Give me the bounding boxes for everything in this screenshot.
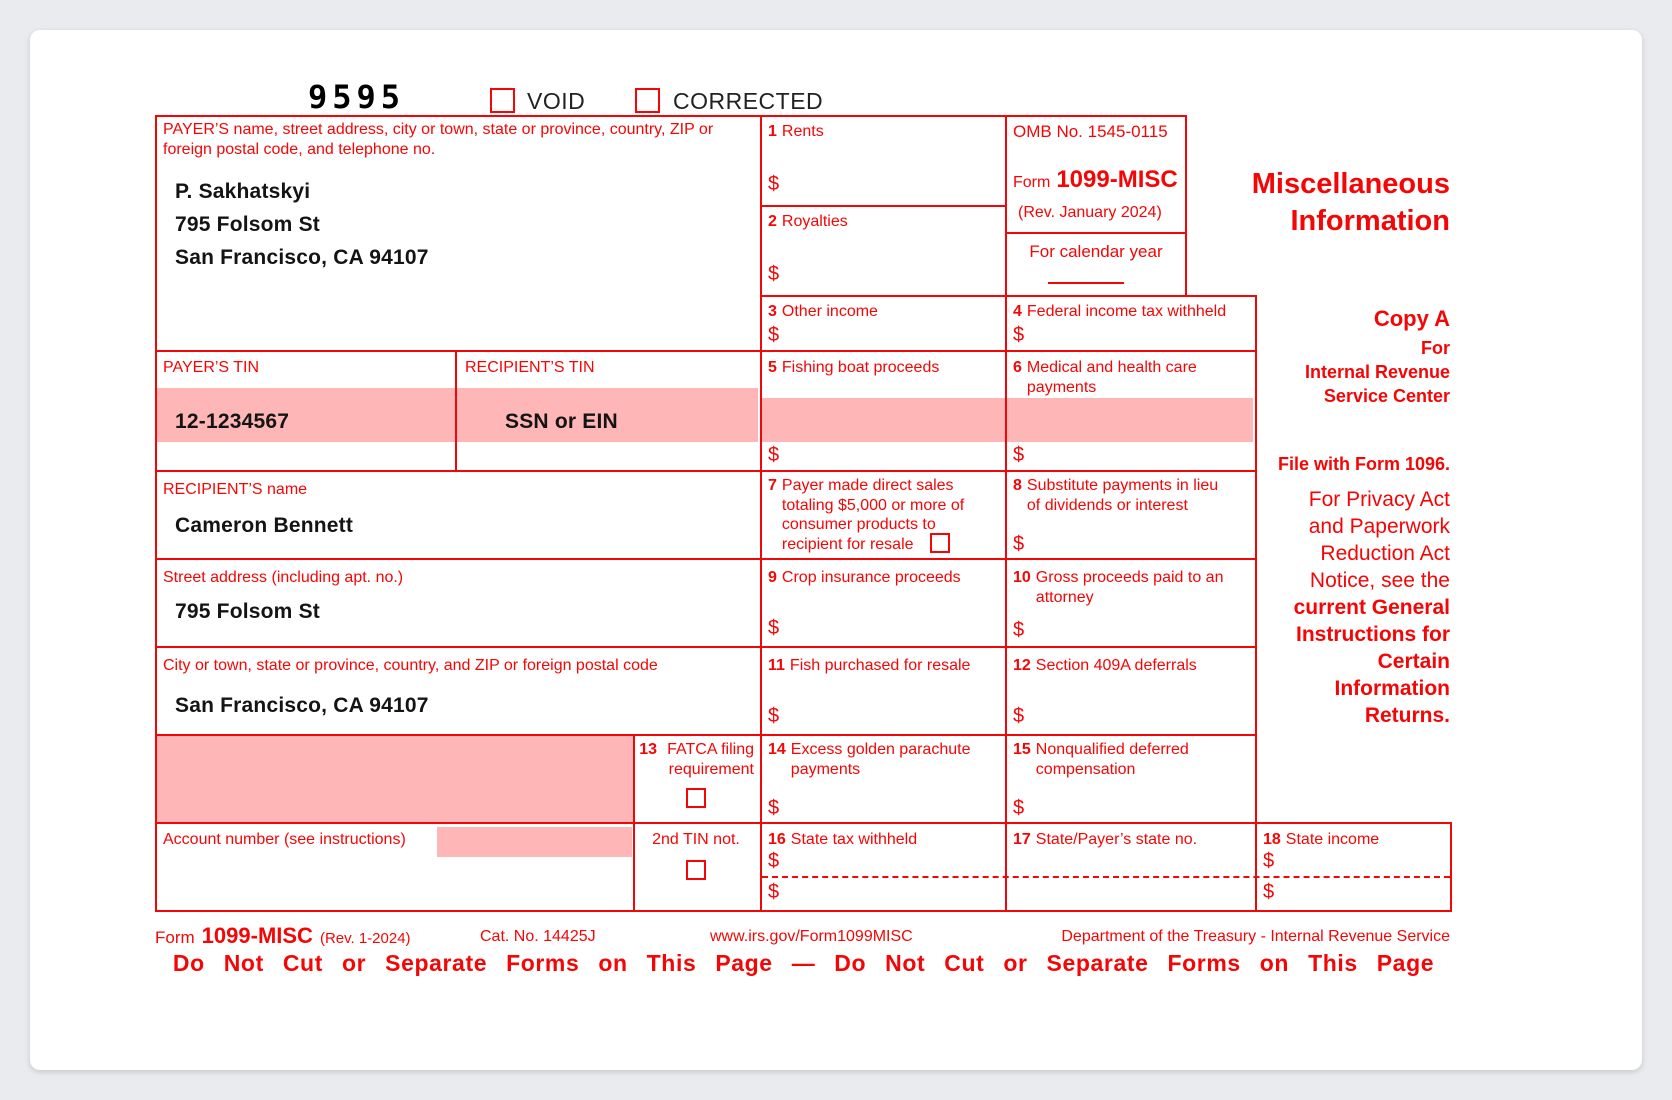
divider [1450,822,1452,910]
account-number-field[interactable] [437,827,632,857]
dollar-sign: $ [768,797,780,819]
box14-text: Excess golden parachute payments [790,741,971,778]
box17-label [1013,830,1197,850]
do-not-cut-warning: Do Not Cut or Separate Forms on This Page — Do Not Cut or Separate Forms on This Page [172,950,1435,976]
calendar-year-blank[interactable] [1048,282,1124,284]
dollar-sign: $ [768,324,780,346]
box9-text: Crop insurance proceeds [781,569,961,586]
box18-text: State income [1285,831,1380,848]
payer-street-value: 795 Folsom St [175,213,320,236]
privacy-line: and Paperwork [1308,515,1450,538]
form-identifier [1013,166,1178,194]
privacy-line: Returns. [1364,704,1450,727]
box16-number: 16 [768,831,786,848]
treasury-department: Department of the Treasury - Internal Revenue Service [1061,928,1450,945]
footer-form-word: Form [155,928,195,947]
copy-a-irs-1: Internal Revenue [1304,362,1450,382]
catalog-number: Cat. No. 14425J [480,928,596,945]
box2-number: 2 [768,213,777,230]
state-row-dashed-line [762,876,1450,878]
copy-a-heading: Copy A [1373,306,1450,331]
divider [155,646,1257,648]
box1-label [768,122,824,142]
second-tin-label: 2nd TIN not. [652,831,740,848]
box4-text: Federal income tax withheld [1026,303,1227,320]
form-page [30,30,1642,1070]
divider [155,558,1257,560]
box2-text: Royalties [781,213,848,230]
box6-label [1013,358,1212,397]
box4-number: 4 [1013,303,1022,320]
dollar-sign: $ [1013,444,1025,466]
box4-label [1013,302,1226,322]
box2-label [768,212,848,232]
box5-label [768,358,939,378]
box16-label [768,830,917,850]
box17-number: 17 [1013,831,1031,848]
recipient-name-value: Cameron Bennett [175,514,354,537]
privacy-line: current General [1293,596,1450,619]
privacy-line: Certain [1377,650,1450,673]
box6-number: 6 [1013,359,1022,376]
recipient-name-label: RECIPIENT’S name [163,481,308,498]
divider [155,350,1257,352]
footer-form-revision: (Rev. 1-2024) [319,930,411,947]
dollar-sign: $ [1263,881,1275,903]
divider [760,205,1007,207]
copy-a-for: For [1421,338,1450,358]
dollar-sign: $ [768,881,780,903]
box8-number: 8 [1013,477,1022,494]
box5-6-shaded-band [762,398,1253,442]
divider [155,734,1257,736]
box9-label [768,568,961,588]
box12-label [1013,656,1197,676]
box12-text: Section 409A deferrals [1035,657,1197,674]
divider [155,822,1452,824]
dollar-sign: $ [1013,619,1025,641]
box3-label [768,302,878,322]
payer-tin-label: PAYER’S TIN [163,359,260,376]
file-with-note: File with Form 1096. [1277,454,1450,474]
recipient-tin-label: RECIPIENT’S TIN [465,359,595,376]
divider [155,470,1257,472]
box13-number: 13 [639,741,657,758]
privacy-line: Information [1334,677,1450,700]
omb-number: OMB No. 1545-0115 [1013,122,1168,141]
privacy-line: Notice, see the [1309,569,1450,592]
divider [633,734,635,910]
divider [1185,115,1187,295]
box5-number: 5 [768,359,777,376]
dollar-sign: $ [768,850,780,872]
box16-text: State tax withheld [790,831,918,848]
box14-number: 14 [768,741,786,758]
box6-text: Medical and health care payments [1026,359,1197,396]
box17-text: State/Payer’s state no. [1035,831,1198,848]
row13-shaded-band [157,736,633,822]
copy-a-destination [1265,336,1450,408]
direct-sales-checkbox[interactable] [930,533,950,553]
box11-text: Fish purchased for resale [789,657,971,674]
form-word: Form [1013,174,1051,191]
privacy-line: For Privacy Act [1308,488,1450,511]
footer-form-identifier [155,923,411,949]
dollar-sign: $ [1013,797,1025,819]
form-number: 1099-MISC [1056,166,1178,193]
privacy-line: Instructions for [1295,623,1450,646]
recipient-street-label: Street address (including apt. no.) [163,569,404,586]
dollar-sign: $ [768,705,780,727]
second-tin-checkbox[interactable] [686,860,706,880]
divider [455,350,457,470]
box11-number: 11 [768,657,785,674]
box10-number: 10 [1013,569,1031,586]
box10-label [1013,568,1226,607]
corrected-label: CORRECTED [673,88,824,114]
box18-number: 18 [1263,831,1281,848]
void-label: VOID [527,88,586,114]
footer-form-number: 1099-MISC [201,923,313,948]
dollar-sign: $ [1013,705,1025,727]
payer-info-label: PAYER’S name, street address, city or town, state or province, country, ZIP or foreign postal code, and telephone no. [163,121,714,158]
box7-number: 7 [768,477,777,494]
dollar-sign: $ [1263,850,1275,872]
box12-number: 12 [1013,657,1031,674]
dollar-sign: $ [1013,324,1025,346]
form-code: 9595 [308,78,406,116]
payer-city-value: San Francisco, CA 94107 [175,246,429,269]
box7-text: Payer made direct sales totaling $5,000 or more of consumer products to recipient for resale [781,477,965,553]
box1-text: Rents [781,123,824,140]
form-title: Miscellaneous Information [1251,168,1450,237]
fatca-checkbox[interactable] [686,788,706,808]
box15-number: 15 [1013,741,1031,758]
box1-number: 1 [768,123,777,140]
box9-number: 9 [768,569,777,586]
privacy-notice [1255,486,1450,594]
dollar-sign: $ [768,263,780,285]
box18-label [1263,830,1379,850]
recipient-street-value: 795 Folsom St [175,600,320,623]
box8-label [1013,476,1227,515]
payer-tin-value: 12-1234567 [175,410,290,433]
calendar-year-label: For calendar year [1029,242,1163,261]
void-checkbox[interactable] [490,88,515,113]
dollar-sign: $ [1013,533,1025,555]
box15-text: Nonqualified deferred compensation [1035,741,1189,778]
dollar-sign: $ [768,444,780,466]
account-number-label: Account number (see instructions) [163,831,406,848]
box14-label [768,740,976,779]
divider [1005,115,1007,910]
box10-text: Gross proceeds paid to an attorney [1035,569,1224,606]
box13-text: FATCA filing requirement [667,741,754,778]
divider [155,910,1452,912]
form-revision: (Rev. January 2024) [1018,204,1162,221]
recipient-city-label: City or town, state or province, country, and ZIP or foreign postal code [163,657,658,674]
privacy-notice-bold [1255,594,1450,729]
box3-text: Other income [781,303,878,320]
box11-label [768,656,970,676]
box8-text: Substitute payments in lieu of dividends or interest [1026,477,1219,514]
divider [1005,232,1187,234]
corrected-checkbox[interactable] [635,88,660,113]
divider [155,115,157,912]
dollar-sign: $ [768,173,780,195]
box3-number: 3 [768,303,777,320]
privacy-line: Reduction Act [1320,542,1450,565]
box5-text: Fishing boat proceeds [781,359,940,376]
divider [760,115,762,910]
irs-website-link[interactable]: www.irs.gov/Form1099MISC [710,928,913,945]
recipient-city-value: San Francisco, CA 94107 [175,694,429,717]
divider [760,295,1257,297]
recipient-tin-placeholder: SSN or EIN [505,410,618,433]
payer-name-value: P. Sakhatskyi [175,180,311,203]
copy-a-irs-2: Service Center [1323,386,1450,406]
dollar-sign: $ [768,617,780,639]
box13-label [636,740,754,779]
box15-label [1013,740,1206,779]
